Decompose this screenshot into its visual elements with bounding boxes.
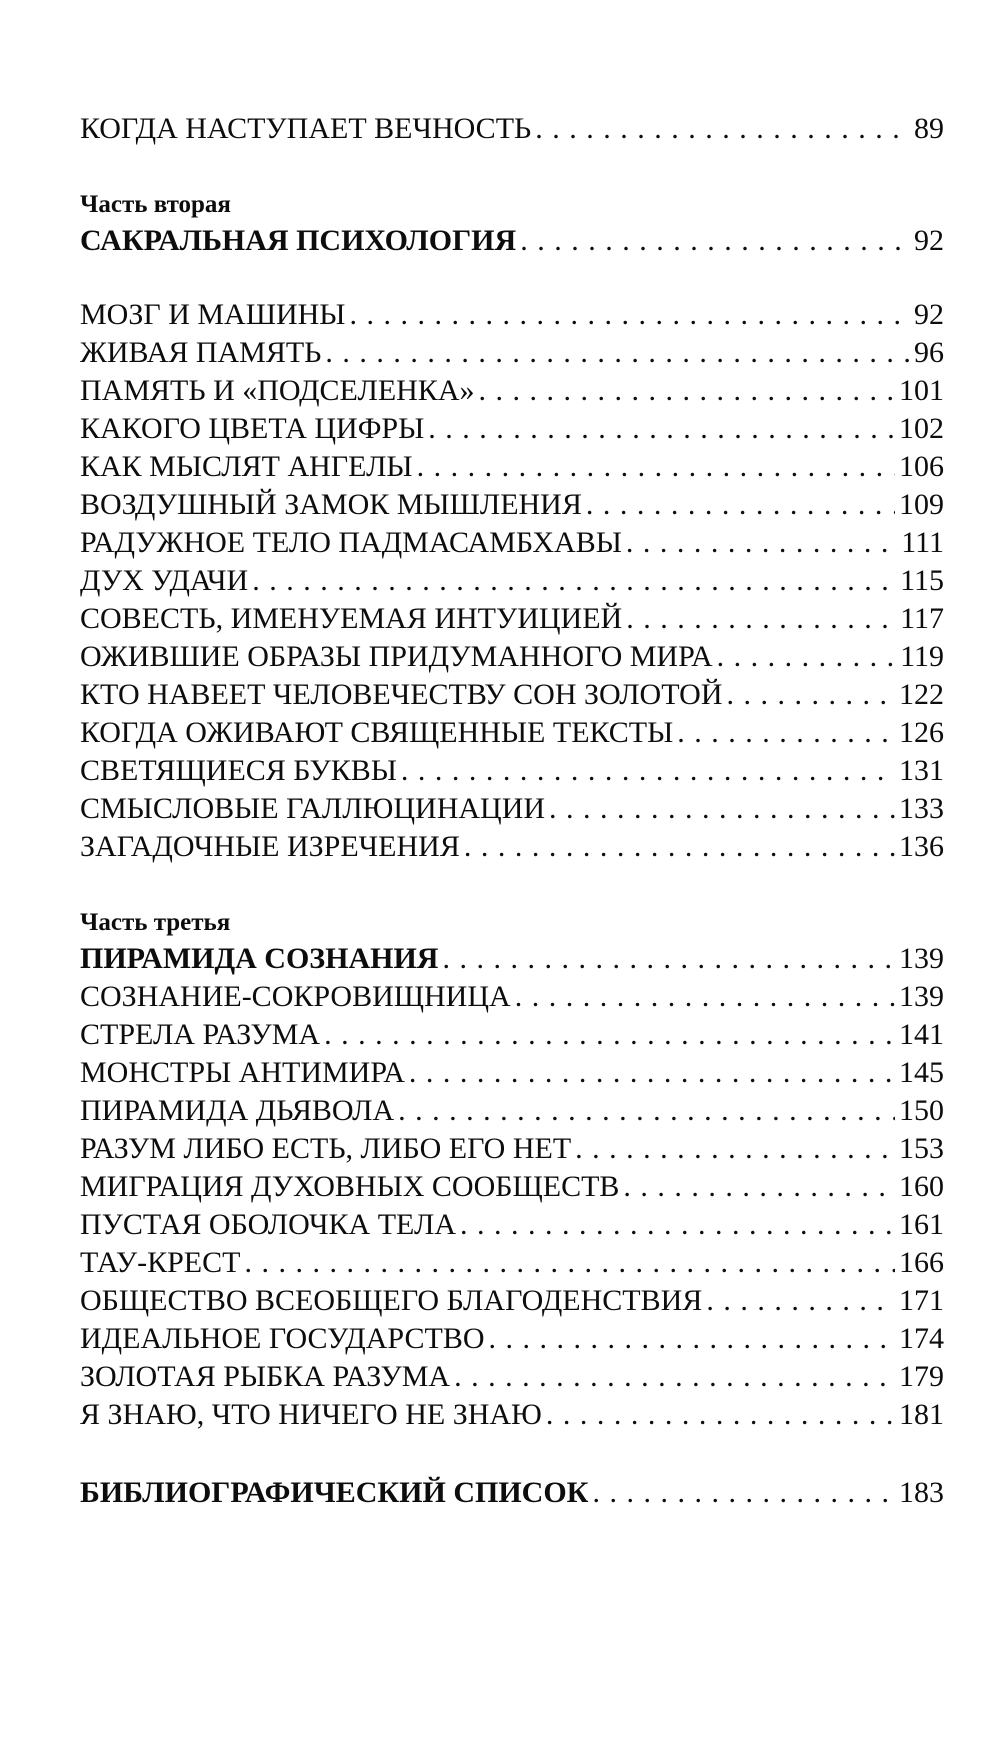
- toc-entry[interactable]: [80, 486, 944, 524]
- dot-leader: [623, 1168, 895, 1206]
- toc-entry-title: ЖИВАЯ ПАМЯТЬ: [80, 336, 322, 369]
- toc-entry-title: ВОЗДУШНЫЙ ЗАМОК МЫШЛЕНИЯ: [80, 488, 582, 521]
- toc-entry[interactable]: [80, 1282, 944, 1320]
- toc-entry-title: КОГДА ОЖИВАЮТ СВЯЩЕННЫЕ ТЕКСТЫ: [80, 716, 674, 749]
- dot-leader: [478, 372, 895, 410]
- toc-entry[interactable]: [80, 1130, 944, 1168]
- toc-entry-title: ЗАГАДОЧНЫЕ ИЗРЕЧЕНИЯ: [80, 830, 460, 863]
- toc-entry[interactable]: [80, 562, 944, 600]
- toc-entry[interactable]: [80, 828, 944, 866]
- toc-entry-page: 141: [899, 1018, 944, 1051]
- toc-entry-title: МОНСТРЫ АНТИМИРА: [80, 1056, 405, 1089]
- toc-entry[interactable]: [80, 372, 944, 410]
- part-heading[interactable]: [80, 940, 944, 978]
- toc-entry-page: 136: [899, 830, 944, 863]
- dot-leader: [592, 1474, 895, 1512]
- toc-entry[interactable]: [80, 790, 944, 828]
- spacer: [80, 260, 944, 296]
- toc-entry[interactable]: [80, 1054, 944, 1092]
- toc-entry-page: 174: [899, 1322, 944, 1355]
- dot-leader: [546, 1396, 895, 1434]
- spacer: [80, 866, 944, 906]
- dot-leader: [535, 110, 910, 148]
- dot-leader: [442, 940, 895, 978]
- dot-leader: [717, 638, 897, 676]
- toc-entry[interactable]: [80, 1396, 944, 1434]
- toc-entry-title: ОЖИВШИЕ ОБРАЗЫ ПРИДУМАННОГО МИРА: [80, 640, 713, 673]
- dot-leader: [586, 486, 895, 524]
- toc-entry-title: КТО НАВЕЕТ ЧЕЛОВЕЧЕСТВУ СОН ЗОЛОТОЙ: [80, 678, 723, 711]
- toc-entry-title: Я ЗНАЮ, ЧТО НИЧЕГО НЕ ЗНАЮ: [80, 1398, 542, 1431]
- toc-entry[interactable]: [80, 978, 944, 1016]
- part2-entries: [80, 296, 944, 866]
- dot-leader: [515, 978, 895, 1016]
- toc-entry-page: 101: [899, 374, 944, 407]
- dot-leader: [549, 790, 895, 828]
- toc-entry-title: РАЗУМ ЛИБО ЕСТЬ, ЛИБО ЕГО НЕТ: [80, 1132, 572, 1165]
- bibliography-entry[interactable]: [80, 1474, 944, 1512]
- toc-entry[interactable]: [80, 638, 944, 676]
- spacer: [80, 1434, 944, 1474]
- toc-entry[interactable]: [80, 1358, 944, 1396]
- dot-leader: [464, 828, 895, 866]
- toc-entry[interactable]: [80, 1092, 944, 1130]
- toc-entry-page: 102: [899, 412, 944, 445]
- toc-entry-page: 166: [899, 1246, 944, 1279]
- toc-entry[interactable]: [80, 1016, 944, 1054]
- toc-entry-title: ДУХ УДАЧИ: [80, 564, 249, 597]
- dot-leader: [398, 1092, 895, 1130]
- part-heading[interactable]: [80, 222, 944, 260]
- toc-entry[interactable]: [80, 676, 944, 714]
- dot-leader: [677, 714, 895, 752]
- toc-entry-title: ПАМЯТЬ И «ПОДСЕЛЕНКА»: [80, 374, 475, 407]
- dot-leader: [409, 1054, 895, 1092]
- toc-entry-page: 160: [899, 1170, 944, 1203]
- part-label: Часть вторая: [80, 191, 231, 218]
- toc-entry-page: 126: [899, 716, 944, 749]
- toc-entry[interactable]: [80, 752, 944, 790]
- dot-leader: [575, 1130, 895, 1168]
- toc-entry-page: 96: [914, 336, 944, 369]
- toc-entry-page: 111: [901, 526, 944, 559]
- toc-entry-title: МИГРАЦИЯ ДУХОВНЫХ СООБЩЕСТВ: [80, 1170, 620, 1203]
- toc-entry-title: ПУСТАЯ ОБОЛОЧКА ТЕЛА: [80, 1208, 456, 1241]
- dot-leader: [706, 1282, 895, 1320]
- dot-leader: [244, 1244, 895, 1282]
- toc-entry[interactable]: [80, 334, 944, 372]
- dot-leader: [489, 1320, 896, 1358]
- spacer: [80, 148, 944, 188]
- dot-leader: [417, 448, 895, 486]
- part-heading-title: САКРАЛЬНАЯ ПСИХОЛОГИЯ: [80, 224, 517, 257]
- toc-entry-title: СТРЕЛА РАЗУМА: [80, 1018, 321, 1051]
- toc-entry-page: 131: [899, 754, 944, 787]
- toc-entry-page: 153: [899, 1132, 944, 1165]
- toc-entry-page: 117: [900, 602, 944, 635]
- toc-entry-page: 122: [899, 678, 944, 711]
- toc-entry[interactable]: [80, 1320, 944, 1358]
- toc-entry-page: 89: [914, 112, 944, 145]
- toc-entry-title: ОБЩЕСТВО ВСЕОБЩЕГО БЛАГОДЕНСТВИЯ: [80, 1284, 703, 1317]
- toc-entry-page: 106: [899, 450, 944, 483]
- dot-leader: [626, 524, 897, 562]
- toc-entry[interactable]: [80, 448, 944, 486]
- part-heading-page: 139: [899, 942, 944, 975]
- toc-entry[interactable]: [80, 1206, 944, 1244]
- toc-entry-page: 133: [899, 792, 944, 825]
- dot-leader: [401, 752, 895, 790]
- dot-leader: [325, 334, 910, 372]
- toc-entry-page: 119: [900, 640, 944, 673]
- part-heading-page: 92: [914, 224, 944, 257]
- part3-entries: [80, 978, 944, 1434]
- part-heading-title: ПИРАМИДА СОЗНАНИЯ: [80, 942, 439, 975]
- toc-entry-title: СОВЕСТЬ, ИМЕНУЕМАЯ ИНТУИЦИЕЙ: [80, 602, 623, 635]
- toc-entry-title: КАКОГО ЦВЕТА ЦИФРЫ: [80, 412, 425, 445]
- toc-entry-page: 181: [899, 1398, 944, 1431]
- toc-entry-title: МОЗГ И МАШИНЫ: [80, 298, 346, 331]
- bibliography-title: БИБЛИОГРАФИЧЕСКИЙ СПИСОК: [80, 1476, 589, 1509]
- toc-entry-title: ПИРАМИДА ДЬЯВОЛА: [80, 1094, 395, 1127]
- toc-entry[interactable]: [80, 1168, 944, 1206]
- toc-entry-title: КОГДА НАСТУПАЕТ ВЕЧНОСТЬ: [80, 112, 532, 145]
- toc-entry-title: СВЕТЯЩИЕСЯ БУКВЫ: [80, 754, 397, 787]
- toc-entry[interactable]: [80, 296, 944, 334]
- table-of-contents: [80, 110, 944, 1512]
- toc-entry-page: 150: [899, 1094, 944, 1127]
- dot-leader: [626, 600, 896, 638]
- dot-leader: [520, 222, 910, 260]
- dot-leader: [349, 296, 910, 334]
- toc-entry[interactable]: [80, 524, 944, 562]
- part-label: Часть третья: [80, 909, 231, 936]
- dot-leader: [454, 1358, 895, 1396]
- toc-entry-page: 92: [914, 298, 944, 331]
- toc-entry-title: ИДЕАЛЬНОЕ ГОСУДАРСТВО: [80, 1322, 485, 1355]
- toc-entry-title: ЗОЛОТАЯ РЫБКА РАЗУМА: [80, 1360, 451, 1393]
- toc-entry-title: РАДУЖНОЕ ТЕЛО ПАДМАСАМБХАВЫ: [80, 526, 622, 559]
- dot-leader: [460, 1206, 895, 1244]
- toc-entry[interactable]: [80, 714, 944, 752]
- toc-entry[interactable]: [80, 1244, 944, 1282]
- toc-entry-page: 139: [899, 980, 944, 1013]
- toc-entry[interactable]: [80, 110, 944, 148]
- toc-entry[interactable]: [80, 600, 944, 638]
- toc-entry-page: 145: [899, 1056, 944, 1089]
- toc-entry-title: СМЫСЛОВЫЕ ГАЛЛЮЦИНАЦИИ: [80, 792, 546, 825]
- toc-entry-page: 171: [899, 1284, 944, 1317]
- toc-entry-page: 161: [899, 1208, 944, 1241]
- dot-leader: [324, 1016, 895, 1054]
- bibliography-page: 183: [899, 1476, 944, 1509]
- toc-entry[interactable]: [80, 410, 944, 448]
- toc-entry-page: 115: [900, 564, 944, 597]
- toc-entry-page: 109: [899, 488, 944, 521]
- toc-entry-title: КАК МЫСЛЯТ АНГЕЛЫ: [80, 450, 413, 483]
- toc-entry-title: ТАУ-КРЕСТ: [80, 1246, 241, 1279]
- dot-leader: [428, 410, 895, 448]
- dot-leader: [252, 562, 896, 600]
- toc-entry-page: 179: [899, 1360, 944, 1393]
- dot-leader: [726, 676, 895, 714]
- toc-entry-title: СОЗНАНИЕ-СОКРОВИЩНИЦА: [80, 980, 511, 1013]
